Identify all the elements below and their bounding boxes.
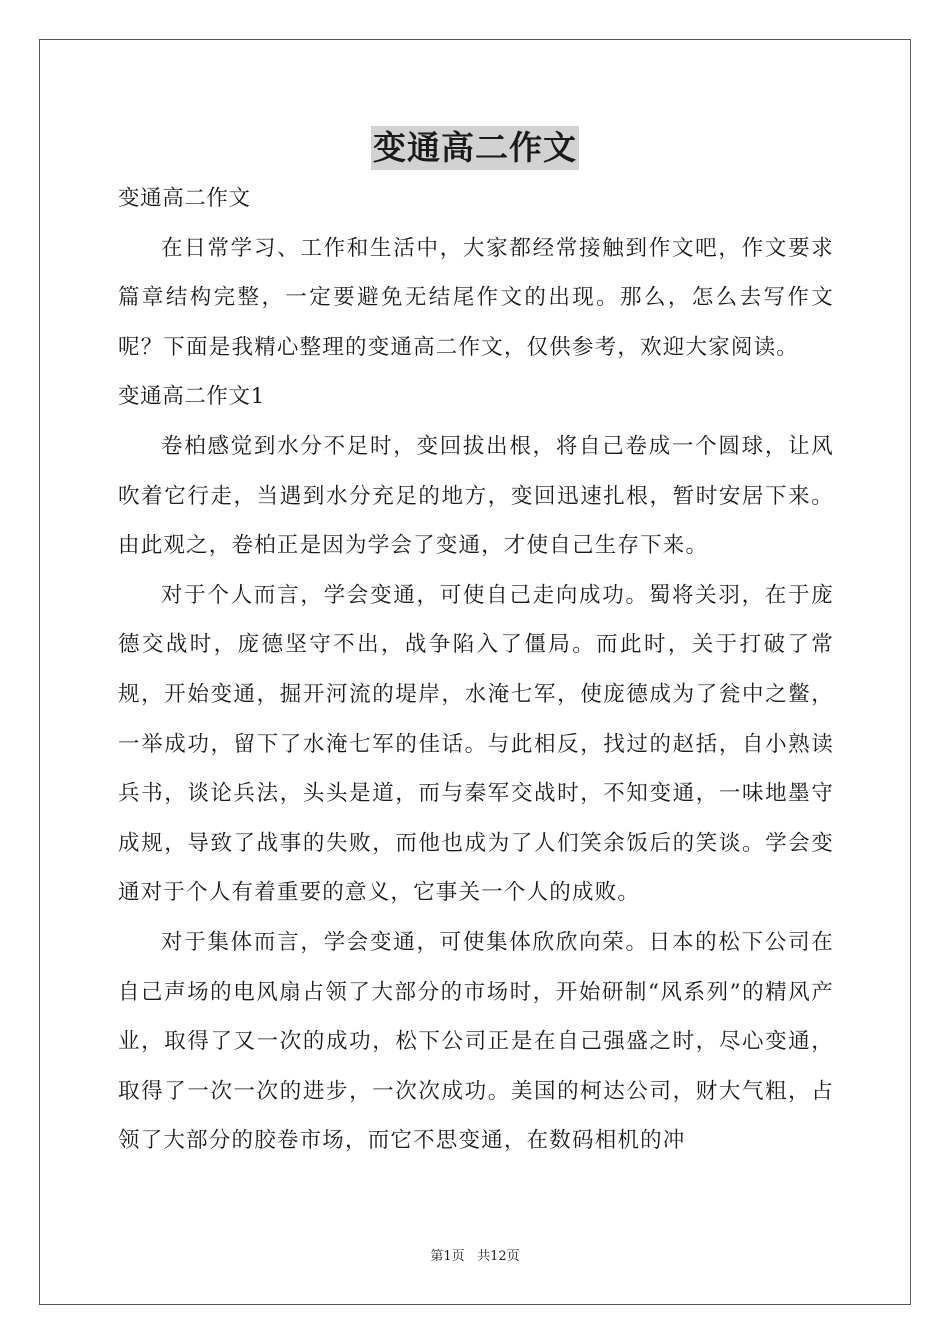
section-heading: 变通高二作文 — [118, 186, 251, 211]
title-wrap — [0, 126, 950, 170]
page-footer — [0, 1248, 950, 1266]
paragraph: 对于个人而言，学会变通，可使自己走向成功。蜀将关羽，在于庞德交战时，庞德坚守不出，战争陷入了僵局。而此时，关于打破了常规，开始变通，掘开河流的堤岸，水淹七军，使庞德成为了瓮中之鳖，一举成功，留下了水淹七军的佳话。与此相反，找过的赵括，自小熟读兵书，谈论兵法，头头是道，而与秦军交战时，不知变通，一味地墨守成规，导致了战事的失败，而他也成为了人们笑余饭后的笑谈。学会变通对于个人有着重要的意义，它事关一个人的成败。 — [118, 582, 834, 906]
document-title: 变通高二作文 — [371, 126, 579, 170]
page-total: 共12页 — [477, 1249, 520, 1264]
paragraph: 对于集体而言，学会变通，可使集体欣欣向荣。日本的松下公司在自己声场的电风扇占领了大部分的市场时，开始研制“风系列”的精风产业，取得了又一次的成功，松下公司正是在自己强盛之时，尽心变通，取得了一次一次的进步，一次次成功。美国的柯达公司，财大气粗，占领了大部分的胶卷市场，而它不思变通，在数码相机的冲 — [118, 929, 834, 1154]
paragraph: 在日常学习、工作和生活中，大家都经常接触到作文吧，作文要求篇章结构完整，一定要避免无结尾作文的出现。那么，怎么去写作文呢？下面是我精心整理的变通高二作文，仅供参考，欢迎大家阅读。 — [118, 235, 834, 360]
section-heading: 变通高二作文1 — [118, 384, 265, 410]
page-number: 第1页 — [430, 1249, 465, 1264]
paragraph: 卷柏感觉到水分不足时，变回拔出根，将自己卷成一个圆球，让风吹着它行走，当遇到水分充足的地方，变回迅速扎根，暂时安居下来。由此观之，卷柏正是因为学会了变通，才使自己生存下来。 — [118, 433, 834, 559]
document-body — [118, 174, 834, 1166]
